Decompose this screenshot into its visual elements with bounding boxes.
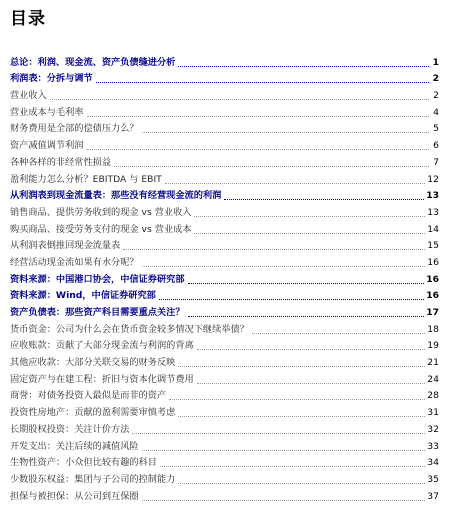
toc-entry-label: 生物性资产：小众但比较有趣的科目 [10,457,157,469]
toc-entry-label: 资产负债表：那些资产科目需要重点关注？ [10,307,185,318]
toc-page-number: 19 [427,340,439,352]
toc-subsection-entry[interactable] [10,152,439,169]
toc-subsection-entry[interactable] [10,436,439,453]
toc-entry-label: 长期股权投资：关注计价方法 [10,423,130,435]
toc-entry-label: 其他应收款：大部分关联交易的财务反映 [10,357,176,369]
toc-entry-label: 商誉：对债务投资人最似是而非的资产 [10,390,167,402]
toc-subsection-entry[interactable] [10,336,439,353]
toc-page-number: 16 [426,290,439,302]
toc-subsection-entry[interactable] [10,102,439,119]
toc-page-number: 7 [433,156,439,168]
toc-entry-label: 各种各样的非经常性损益 [10,156,112,168]
toc-page-number: 17 [426,307,439,318]
toc-section-entry[interactable] [10,186,439,203]
toc-entry-label: 少数股东权益：集团与子公司的控制能力 [10,473,176,485]
toc-page-number: 34 [427,457,439,469]
toc-section-entry[interactable] [10,286,439,303]
dot-leader [178,416,425,417]
toc-page-number: 1 [432,56,439,68]
toc-section-entry[interactable] [10,302,439,319]
toc-subsection-entry[interactable] [10,369,439,386]
toc-entry-label: 资产减值调节利润 [10,140,84,152]
toc-page-number: 12 [427,173,439,185]
toc-entry-label: 营业收入 [10,90,47,102]
toc-entry-label: 销售商品、提供劳务收到的现金 vs 营业收入 [10,206,192,218]
toc-entry-label: 资料来源：Wind，中信证券研究部 [10,290,156,302]
toc-page-number: 18 [427,323,439,335]
dot-leader [114,166,429,167]
toc-page-number: 16 [426,273,439,285]
dot-leader [87,149,430,150]
toc-page-number: 32 [427,423,439,435]
toc-section-entry[interactable] [10,52,439,69]
dot-leader [224,199,424,200]
toc-entry-label: 担保与被担保：从公司到互保圈 [10,490,139,502]
dot-leader [165,183,426,184]
toc-page-number: 6 [433,140,439,152]
toc-entry-label: 货币资金：公司为什么会在货币资金较多情况下继续举债？ [10,323,249,335]
dot-leader [142,500,426,501]
toc-entry-label: 投资性房地产：贡献的盈利需要审慎考虑 [10,407,176,419]
toc-entry-label: 盈利能力怎么分析？EBITDA 与 EBIT [10,173,162,185]
toc-subsection-entry[interactable] [10,469,439,486]
toc-subsection-entry[interactable] [10,202,439,219]
dot-leader [50,99,429,100]
toc-subsection-entry[interactable] [10,119,439,136]
dot-leader [194,216,425,217]
dot-leader [188,283,425,284]
toc-section-entry[interactable] [10,69,439,86]
toc-subsection-entry[interactable] [10,85,439,102]
toc-entry-label: 应收账款：贡献了大部分现金流与利润的背离 [10,340,194,352]
dot-leader [142,450,426,451]
dot-leader [178,66,429,67]
toc-entry-label: 资料来源：中国港口协会，中信证券研究部 [10,273,185,285]
toc-entry-label: 利润表：分拆与调节 [10,73,93,85]
dot-leader [142,132,429,133]
toc-page-number: 2 [433,90,439,102]
toc-page-number: 31 [427,407,439,419]
dot-leader [197,383,426,384]
toc-subsection-entry[interactable] [10,402,439,419]
dot-leader [142,266,426,267]
toc-page-number: 2 [432,73,439,85]
toc-page-number: 4 [433,106,439,118]
toc-section-entry[interactable] [10,269,439,286]
toc-subsection-entry[interactable] [10,352,439,369]
dot-leader [188,316,425,317]
toc-subsection-entry[interactable] [10,419,439,436]
dot-leader [159,299,424,300]
toc-page-number: 24 [427,373,439,385]
toc-subsection-entry[interactable] [10,453,439,470]
dot-leader [178,366,425,367]
toc-entry-label: 固定资产与在建工程：折旧与资本化调节费用 [10,373,194,385]
dot-leader [194,233,425,234]
dot-leader [169,399,425,400]
toc-entry-label: 从利润表倒推回现金流量表 [10,240,121,252]
toc-subsection-entry[interactable] [10,135,439,152]
toc-subsection-entry[interactable] [10,319,439,336]
toc-subsection-entry[interactable] [10,236,439,253]
toc-page-number: 35 [427,473,439,485]
toc-page-number: 16 [427,256,439,268]
toc-page-number: 13 [427,206,439,218]
toc-page-number: 37 [427,490,439,502]
table-of-contents [10,52,439,503]
toc-subsection-entry[interactable] [10,169,439,186]
dot-leader [96,82,429,83]
dot-leader [197,349,426,350]
toc-page-number: 14 [427,223,439,235]
toc-page-number: 21 [427,357,439,369]
dot-leader [87,116,430,117]
dot-leader [178,483,425,484]
toc-subsection-entry[interactable] [10,486,439,503]
toc-page-number: 15 [427,240,439,252]
dot-leader [132,433,425,434]
toc-subsection-entry[interactable] [10,386,439,403]
dot-leader [123,249,425,250]
dot-leader [160,466,425,467]
toc-entry-label: 财务费用是全部的偿债压力么？ [10,123,139,135]
page-title: 目录 [10,9,46,29]
toc-entry-label: 营业成本与毛利率 [10,106,84,118]
toc-entry-label: 购买商品、接受劳务支付的现金 vs 营业成本 [10,223,192,235]
toc-subsection-entry[interactable] [10,252,439,269]
toc-page-number: 5 [433,123,439,135]
toc-entry-label: 从利润表到现金流量表：那些没有经营现金流的利润 [10,190,222,202]
toc-page-number: 28 [427,390,439,402]
toc-subsection-entry[interactable] [10,219,439,236]
toc-entry-label: 总论：利润、现金流、资产负债缝进分析 [10,56,176,68]
toc-entry-label: 经营活动现金流如果有水分呢？ [10,256,139,268]
toc-entry-label: 开发支出：关注后续的减值风险 [10,440,139,452]
dot-leader [252,333,425,334]
toc-page-number: 13 [426,190,439,202]
toc-page-number: 33 [427,440,439,452]
